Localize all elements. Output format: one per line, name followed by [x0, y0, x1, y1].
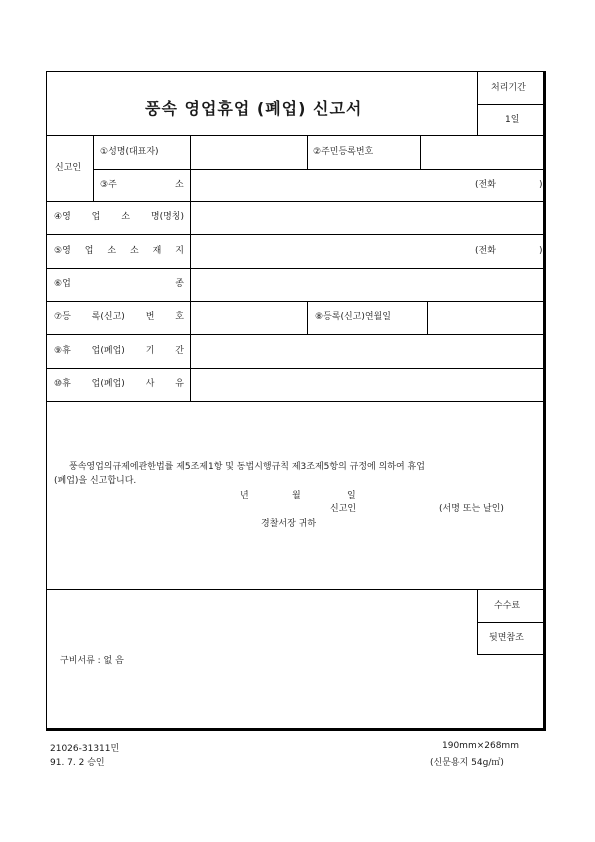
processing-period-label: 처리기간 — [491, 83, 526, 93]
divider — [93, 135, 94, 201]
address-label-prefix: ③주 — [100, 180, 117, 190]
address-label-suffix: 소 — [175, 180, 184, 190]
divider — [47, 301, 545, 302]
divider — [190, 135, 191, 401]
divider — [47, 334, 545, 335]
report-form — [46, 71, 546, 731]
divider — [477, 589, 478, 654]
applicant-section-label: 신고인 — [55, 163, 82, 173]
divider — [477, 622, 545, 623]
registration-date-label: ⑧등록(신고)연월일 — [315, 312, 391, 322]
suspension-period-label: ⑨휴 업(폐업) 기 간 — [54, 346, 184, 356]
suspension-reason-label: ⑩휴 업(폐업) 사 유 — [54, 379, 184, 389]
divider — [477, 104, 545, 105]
signer-label: 신고인 — [330, 504, 357, 514]
business-name-label: ④영 업 소 명(명칭) — [54, 212, 184, 222]
processing-period-value: 1일 — [505, 115, 520, 125]
divider — [47, 201, 545, 202]
paper-type: (신문용지 54g/㎡) — [430, 758, 504, 768]
divider — [47, 401, 545, 402]
name-label: ①성명(대표자) — [100, 147, 159, 157]
fee-label: 수수료 — [494, 601, 521, 611]
registration-number-label: ⑦등 록(신고) 번 호 — [54, 312, 184, 322]
form-title: 풍속 영업휴업 (폐업) 신고서 — [145, 99, 363, 118]
divider — [420, 135, 421, 169]
divider — [93, 169, 545, 170]
divider — [307, 135, 308, 169]
address-phone-label: (전화 — [475, 180, 496, 190]
divider — [427, 301, 428, 334]
form-number: 21026-31311민 — [50, 744, 120, 754]
resident-id-label: ②주민등록번호 — [313, 147, 374, 157]
date-year-label: 년 — [240, 491, 249, 501]
signature-note: (서명 또는 날인) — [439, 504, 504, 514]
fee-value: 뒷면참조 — [489, 633, 524, 643]
paper-size: 190mm×268mm — [442, 741, 519, 751]
declaration-line-1: 풍속영업의규제에관한법률 제5조제1항 및 동법시행규칙 제3조제5항의 규정에 의하여 휴업 — [69, 462, 425, 472]
recipient-label: 경찰서장 귀하 — [261, 519, 317, 529]
divider — [477, 654, 545, 655]
address-phone-close: ) — [539, 180, 543, 190]
approval-date: 91. 7. 2 승인 — [50, 758, 105, 768]
divider — [47, 368, 545, 369]
divider — [47, 234, 545, 235]
date-month-label: 월 — [292, 491, 301, 501]
declaration-line-2: (폐업)을 신고합니다. — [54, 476, 137, 486]
divider — [47, 589, 545, 590]
required-documents-label: 구비서류 : 없 음 — [60, 656, 124, 666]
business-location-label: ⑤영 업 소 소 재 지 — [54, 246, 184, 256]
divider — [47, 135, 545, 136]
location-phone-close: ) — [539, 246, 543, 256]
divider — [47, 268, 545, 269]
location-phone-label: (전화 — [475, 246, 496, 256]
business-type-label: ⑥업 종 — [54, 279, 184, 289]
date-day-label: 일 — [347, 491, 356, 501]
divider — [307, 301, 308, 334]
